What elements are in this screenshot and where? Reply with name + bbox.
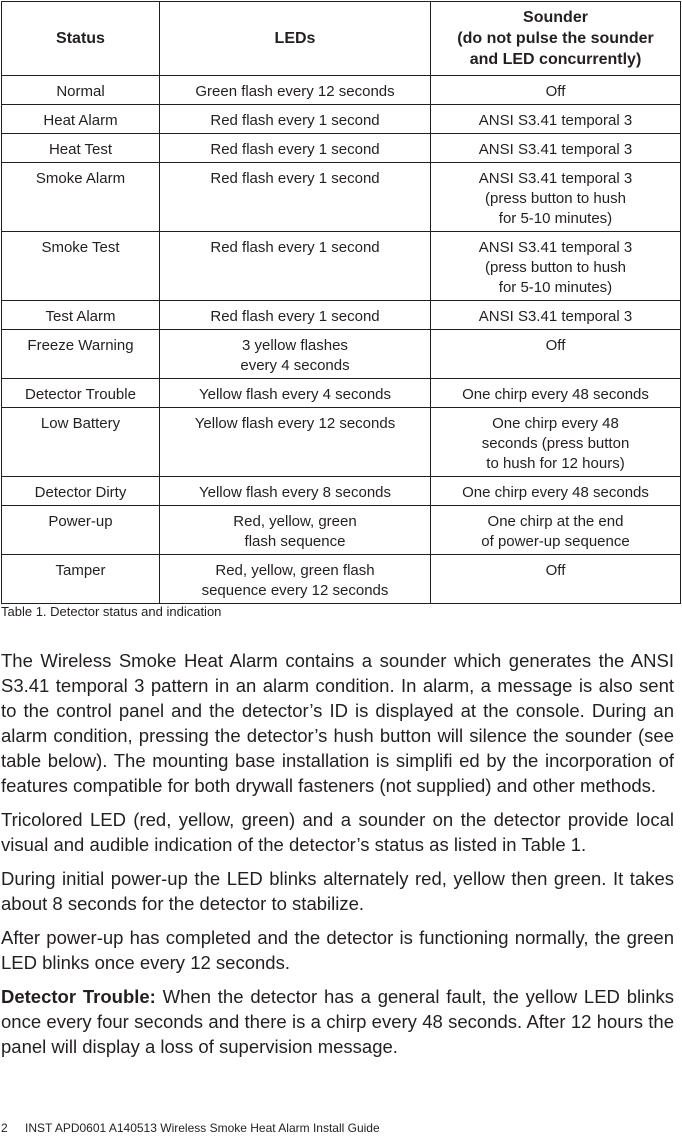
table-row <box>2 163 681 232</box>
cell-status: Detector Trouble <box>2 379 160 408</box>
cell-leds: Green flash every 12 seconds <box>160 76 431 105</box>
cell-leds: 3 yellow flashes every 4 seconds <box>160 330 431 379</box>
table-row <box>2 105 681 134</box>
cell-status: Test Alarm <box>2 301 160 330</box>
cell-leds: Red, yellow, green flash sequence every 12 seconds <box>160 555 431 604</box>
cell-leds: Red, yellow, green flash sequence <box>160 506 431 555</box>
cell-sounder: ANSI S3.41 temporal 3 <box>431 105 681 134</box>
cell-sounder: ANSI S3.41 temporal 3 <box>431 301 681 330</box>
cell-leds: Red flash every 1 second <box>160 134 431 163</box>
cell-leds: Red flash every 1 second <box>160 105 431 134</box>
cell-status: Tamper <box>2 555 160 604</box>
cell-sounder: ANSI S3.41 temporal 3 (press button to hush for 5-10 minutes) <box>431 232 681 301</box>
page-number: 2 <box>1 1121 8 1135</box>
cell-sounder: ANSI S3.41 temporal 3 <box>431 134 681 163</box>
cell-status: Low Battery <box>2 408 160 477</box>
detector-status-table <box>1 1 681 604</box>
table-row <box>2 232 681 301</box>
table-row <box>2 134 681 163</box>
cell-status: Smoke Alarm <box>2 163 160 232</box>
table-row <box>2 379 681 408</box>
table-body <box>2 76 681 604</box>
cell-status: Normal <box>2 76 160 105</box>
table-header-row <box>2 2 681 76</box>
table-row <box>2 301 681 330</box>
paragraph-normal-operation: After power-up has completed and the detector is functioning normally, the green LED blinks once every 12 seconds. <box>1 927 674 973</box>
cell-sounder: Off <box>431 555 681 604</box>
cell-sounder: One chirp every 48 seconds <box>431 379 681 408</box>
cell-leds: Yellow flash every 4 seconds <box>160 379 431 408</box>
document-id: INST APD0601 A140513 Wireless Smoke Heat Alarm Install Guide <box>25 1121 380 1135</box>
cell-leds: Red flash every 1 second <box>160 232 431 301</box>
table-row <box>2 477 681 506</box>
cell-leds: Yellow flash every 8 seconds <box>160 477 431 506</box>
paragraph-led-sounder: Tricolored LED (red, yellow, green) and a sounder on the detector provide local visual and audible indication of the detector’s status as listed in Table 1. <box>1 809 674 855</box>
cell-status: Freeze Warning <box>2 330 160 379</box>
header-leds: LEDs <box>160 2 431 76</box>
paragraph-power-up: During initial power-up the LED blinks alternately red, yellow then green. It takes about 8 seconds for the detector to stabilize. <box>1 868 674 914</box>
cell-leds: Yellow flash every 12 seconds <box>160 408 431 477</box>
header-status: Status <box>2 2 160 76</box>
cell-sounder: ANSI S3.41 temporal 3 (press button to hush for 5-10 minutes) <box>431 163 681 232</box>
table-row <box>2 408 681 477</box>
cell-leds: Red flash every 1 second <box>160 301 431 330</box>
detector-trouble-label: Detector Trouble: <box>1 986 156 1007</box>
cell-status: Heat Test <box>2 134 160 163</box>
header-sounder: Sounder (do not pulse the sounder and LED concurrently) <box>431 2 681 76</box>
cell-status: Power-up <box>2 506 160 555</box>
detector-trouble-text: When the detector has a general fault, the yellow LED blinks once every four seconds and there is a chirp every 48 seconds. After 12 hours the panel will display a loss of supervision message. <box>1 986 675 1057</box>
paragraph-detector-trouble <box>1 984 674 1059</box>
table-row <box>2 555 681 604</box>
body-text <box>1 648 674 1068</box>
paragraph-intro: The Wireless Smoke Heat Alarm contains a sounder which generates the ANSI S3.41 temporal 3 pattern in an alarm condition. In alarm, a message is also sent to the control panel and the detector’s ID is displayed at the console. During an alarm condition, pressing the detector’s hush button will silence the sounder (see table below). The mounting base installation is simplifi ed by the incorporation of features compatible for both drywall fasteners (not supplied) and other methods. <box>1 650 674 796</box>
cell-leds: Red flash every 1 second <box>160 163 431 232</box>
table-row <box>2 330 681 379</box>
table-row <box>2 76 681 105</box>
cell-sounder: Off <box>431 330 681 379</box>
cell-sounder: One chirp at the end of power-up sequence <box>431 506 681 555</box>
table-row <box>2 506 681 555</box>
cell-sounder: One chirp every 48 seconds <box>431 477 681 506</box>
cell-status: Heat Alarm <box>2 105 160 134</box>
page-footer <box>1 1121 380 1135</box>
cell-status: Detector Dirty <box>2 477 160 506</box>
table-caption: Table 1. Detector status and indication <box>1 604 222 619</box>
cell-sounder: One chirp every 48 seconds (press button to hush for 12 hours) <box>431 408 681 477</box>
cell-status: Smoke Test <box>2 232 160 301</box>
cell-sounder: Off <box>431 76 681 105</box>
